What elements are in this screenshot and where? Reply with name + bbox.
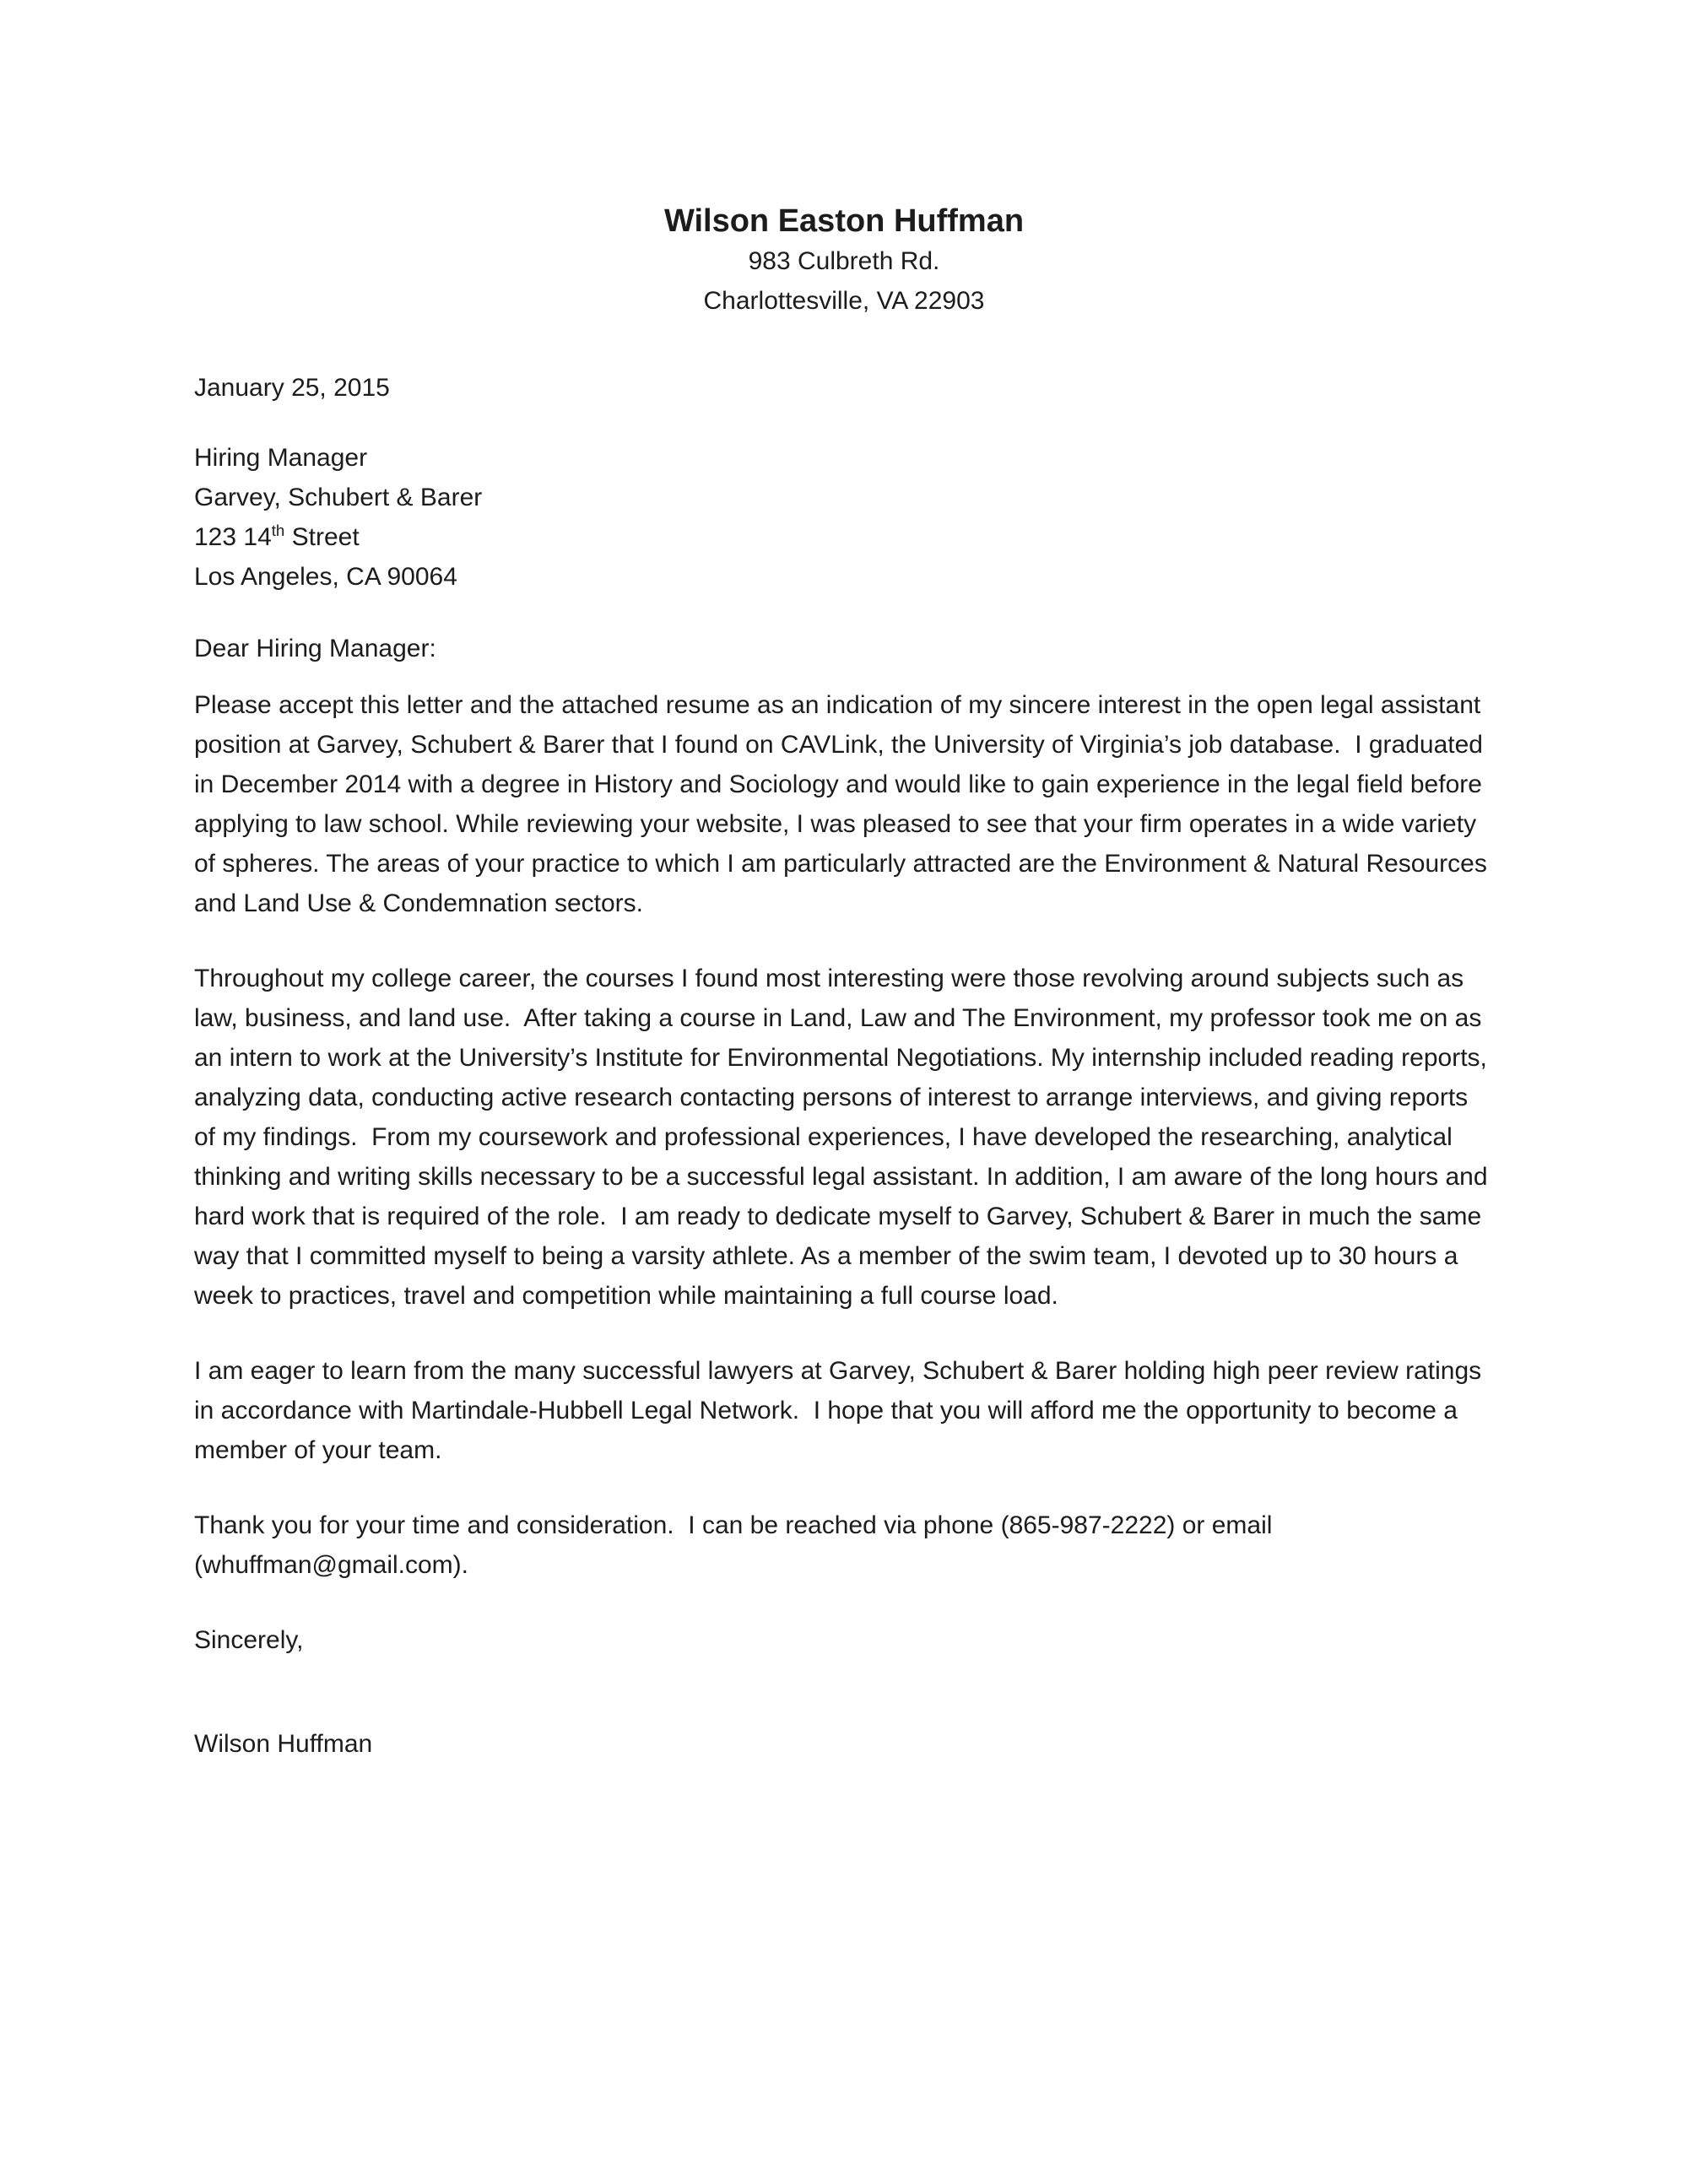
recipient-company: Garvey, Schubert & Barer	[194, 484, 483, 511]
body-paragraph-2: Throughout my college career, the courses I found most interesting were those revolving around subjects such as law, business, and land use. After taking a course in Land, Law and The Environment, my professor took me on as an intern to work at the University’s Institute for Environmental Negotiations. My internship included reading reports, analyzing data, conducting active research contacting persons of interest to arrange interviews, and giving reports of my findings. From my coursework and professional experiences, I have developed the researching, analytical thinking and writing skills necessary to be a successful legal assistant. In addition, I am aware of the long hours and hard work that is required of the role. I am ready to dedicate myself to Garvey, Schubert & Barer in much the same way that I committed myself to being a varsity athlete. As a member of the swim team, I devoted up to 30 hours a week to practices, travel and competition while maintaining a full course load.	[194, 965, 1495, 1310]
sender-address-line1: 983 Culbreth Rd.	[748, 247, 940, 275]
closing: Sincerely,	[194, 1626, 304, 1654]
body-paragraph-1: Please accept this letter and the attached resume as an indication of my sincere interest in the open legal assistant position at Garvey, Schubert & Barer that I found on CAVLink, the University of Virginia’s job database. I graduated in December 2014 with a degree in History and Sociology and would like to gain experience in the legal field before applying to law school. While reviewing your website, I was pleased to see that your firm operates in a wide variety of spheres. The areas of your practice to which I am particularly attracted are the Environment & Natural Resources and Land Use & Condemnation sectors.	[194, 691, 1495, 917]
recipient-street-name: Street	[284, 523, 360, 551]
letter-date: January 25, 2015	[194, 374, 390, 402]
body-paragraph-4: Thank you for your time and consideration. I can be reached via phone (865-987-2222) or email (whuffman@gmail.com).	[194, 1511, 1280, 1579]
salutation: Dear Hiring Manager:	[194, 635, 436, 662]
recipient-street-ordinal: th	[271, 522, 285, 539]
sender-header	[194, 201, 1494, 321]
sender-name: Wilson Easton Huffman	[663, 203, 1025, 239]
recipient-street	[194, 517, 1494, 557]
recipient-address-block	[194, 438, 1494, 597]
signature-name: Wilson Huffman	[194, 1730, 373, 1758]
recipient-street-number: 123 14	[194, 523, 272, 551]
body-paragraph-3: I am eager to learn from the many successful lawyers at Garvey, Schubert & Barer holding high peer review ratings in accordance with Martindale-Hubbell Legal Network. I hope that you will afford me the opportunity to become a member of your team.	[194, 1357, 1489, 1464]
sender-address-line2: Charlottesville, VA 22903	[703, 287, 985, 315]
recipient-city-state-zip: Los Angeles, CA 90064	[194, 563, 457, 591]
recipient-title: Hiring Manager	[194, 444, 368, 472]
